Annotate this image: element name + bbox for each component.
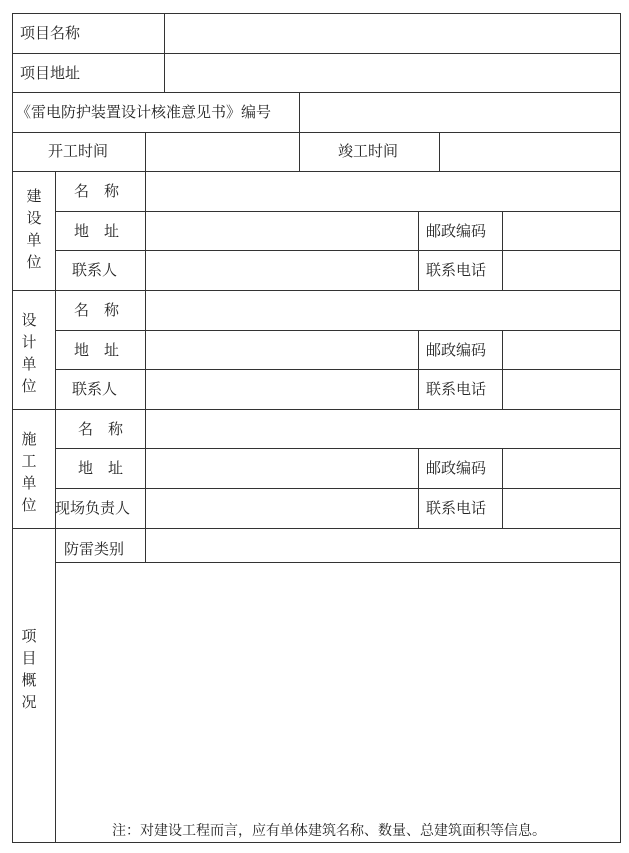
approval-number-field[interactable] [300,93,620,132]
build-phone-label: 联系电话 [426,499,487,517]
build-address-label: 地 址 [78,459,124,477]
design-contact-label: 联系人 [72,380,118,398]
project-name-field[interactable] [165,14,620,53]
design-name-label: 名 称 [74,301,120,319]
build-unit-label: 施工单位 [21,430,37,514]
completion-time-label: 竣工时间 [338,142,399,160]
construction-phone-label: 联系电话 [426,261,487,279]
border-bottom [12,842,621,843]
build-postal-label: 邮政编码 [426,459,487,477]
build-phone-field[interactable] [503,489,620,528]
design-sub-line-1 [418,330,419,409]
construction-name-field[interactable] [146,172,620,211]
build-contact-label: 现场负责人 [55,499,131,517]
construction-postal-field[interactable] [503,212,620,250]
overview-note: 注：对建设工程而言，应有单体建筑名称、数量、总建筑面积等信息。 [112,823,546,839]
lightning-class-field[interactable] [146,529,620,562]
construction-unit-label: 建设单位 [26,187,42,271]
build-name-field[interactable] [146,410,620,448]
border-right [620,13,621,843]
design-postal-label: 邮政编码 [426,341,487,359]
build-sub-line-1 [418,448,419,528]
lightning-class-label: 防雷类别 [64,540,125,558]
construction-contact-label: 联系人 [72,261,118,279]
build-name-label: 名 称 [78,420,124,438]
start-time-field[interactable] [146,133,299,171]
start-time-label: 开工时间 [48,142,109,160]
construction-name-label: 名 称 [74,182,120,200]
design-phone-field[interactable] [503,370,620,409]
overview-label: 项目概况 [21,627,37,711]
construction-sub-line-1 [418,211,419,290]
construction-phone-field[interactable] [503,251,620,290]
overview-content-area[interactable] [56,563,620,818]
build-postal-field[interactable] [503,449,620,488]
construction-postal-label: 邮政编码 [426,222,487,240]
completion-label-line [299,132,300,171]
design-address-label: 地 址 [74,341,120,359]
project-name-label: 项目名称 [20,24,81,42]
construction-address-label: 地 址 [74,222,120,240]
project-address-label: 项目地址 [20,64,81,82]
lightning-protection-form [12,13,621,843]
construction-contact-field[interactable] [146,251,418,290]
design-name-field[interactable] [146,291,620,330]
design-unit-label: 设计单位 [21,311,37,395]
completion-time-field[interactable] [440,133,620,171]
build-address-field[interactable] [146,449,418,488]
build-contact-field[interactable] [146,489,418,528]
design-contact-field[interactable] [146,370,418,409]
border-left [12,13,13,843]
approval-number-label: 《雷电防护装置设计核准意见书》编号 [16,103,272,121]
project-address-field[interactable] [165,54,620,92]
construction-address-field[interactable] [146,212,418,250]
design-postal-field[interactable] [503,331,620,369]
design-address-field[interactable] [146,331,418,369]
design-phone-label: 联系电话 [426,380,487,398]
